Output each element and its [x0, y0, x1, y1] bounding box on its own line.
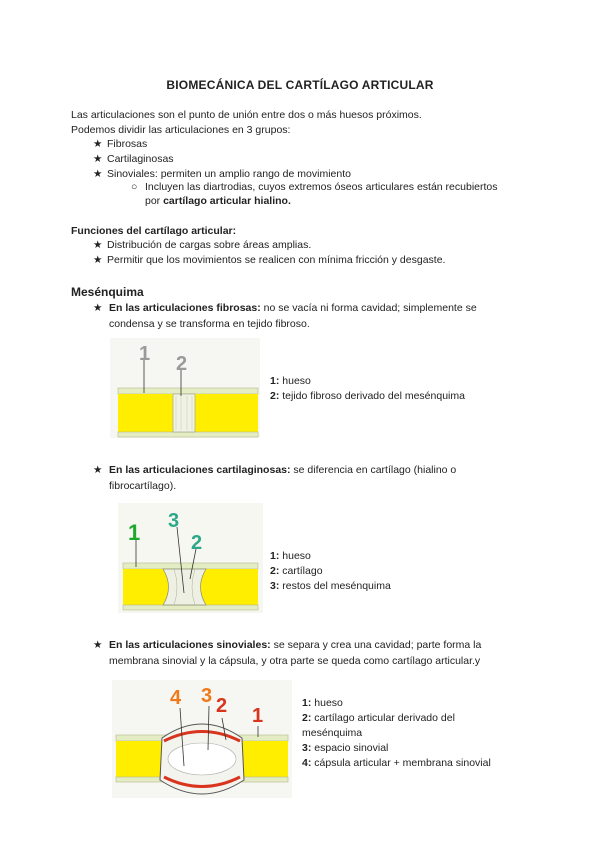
fig-label: 2	[216, 695, 228, 717]
list-item: ★ Distribución de cargas sobre áreas amplias.	[93, 239, 312, 251]
sub-list-item-cont: por cartílago articular hialino.	[145, 195, 291, 207]
synovial-space	[168, 743, 236, 775]
star-bullet-icon: ★	[93, 239, 103, 251]
section-heading-funciones: Funciones del cartílago articular:	[71, 225, 237, 237]
fig-label: 3	[201, 685, 213, 707]
sub-list-item: ○ Incluyen las diartrodias, cuyos extremos óseos articulares están recubiertos	[131, 181, 498, 193]
star-bullet-icon: ★	[93, 138, 103, 150]
legend-fibrosas	[270, 374, 465, 404]
legend-item: 2: tejido fibroso derivado del mesénquima	[270, 390, 465, 402]
legend-item: 4: cápsula articular + membrana sinovial	[302, 757, 491, 769]
legend-item: 3: espacio sinovial	[302, 742, 389, 754]
fig-label: 1	[139, 343, 151, 365]
fig-label: 2	[176, 353, 188, 375]
fig-label: 2	[191, 532, 203, 554]
tissue-layer-top	[118, 388, 258, 394]
tissue-layer-top	[123, 563, 258, 569]
cartilage-shape	[163, 569, 206, 605]
figure-cartilaginous-joint	[118, 503, 263, 613]
star-bullet-icon: ★	[93, 302, 103, 314]
star-bullet-icon: ★	[93, 254, 103, 266]
legend-item: 1: hueso	[302, 697, 343, 709]
intro-line-1: Las articulaciones son el punto de unión entre dos o más huesos próximos.	[71, 109, 422, 121]
list-item-fibrosas: ★ En las articulaciones fibrosas: no se vacía ni forma cavidad; simplemente se condensa y se transforma en tejido fibroso.	[93, 302, 477, 330]
star-bullet-icon: ★	[93, 639, 103, 651]
list-item-sinoviales: ★ En las articulaciones sinoviales: se separa y crea una cavidad; parte forma la membrana sinovial y la cápsula, y otra parte se queda como cartílago articular.y	[93, 639, 482, 667]
fibrous-tissue	[173, 394, 195, 432]
tissue-layer-bottom	[118, 432, 258, 437]
legend-item: 3: restos del mesénquima	[270, 580, 391, 592]
figure-fibrous-joint	[110, 338, 260, 438]
fig-label: 4	[170, 687, 182, 709]
fig-label: 3	[168, 510, 180, 532]
legend-item: 1: hueso	[270, 375, 311, 387]
legend-cartilaginosas	[270, 549, 391, 594]
list-item: ★ Fibrosas	[93, 138, 148, 150]
legend-sinoviales	[302, 696, 491, 771]
list-item-cartilaginosas: ★ En las articulaciones cartilaginosas: se diferencia en cartílago (hialino o fibrocartílago).	[93, 464, 457, 492]
star-bullet-icon: ★	[93, 153, 103, 165]
legend-item: 2: cartílago	[270, 565, 323, 577]
section-heading-mesenquima: Mesénquima	[71, 285, 144, 299]
list-item: ★ Permitir que los movimientos se realicen con mínima fricción y desgaste.	[93, 254, 446, 266]
star-bullet-icon: ★	[93, 464, 103, 476]
tissue-layer-bottom	[123, 605, 258, 610]
legend-item: mesénquima	[302, 727, 363, 739]
legend-item: 1: hueso	[270, 550, 311, 562]
page-title: BIOMECÁNICA DEL CARTÍLAGO ARTICULAR	[166, 78, 434, 92]
list-item: ★ Cartilaginosas	[93, 153, 174, 165]
fig-label: 1	[128, 520, 141, 545]
circle-bullet-icon: ○	[131, 181, 138, 193]
figure-synovial-joint	[112, 680, 292, 798]
list-item: ★ Sinoviales: permiten un amplio rango de movimiento	[93, 168, 351, 180]
fig-label: 1	[252, 705, 264, 727]
legend-item: 2: cartílago articular derivado del	[302, 712, 455, 724]
intro-line-2: Podemos dividir las articulaciones en 3 grupos:	[71, 124, 291, 136]
star-bullet-icon: ★	[93, 168, 103, 180]
